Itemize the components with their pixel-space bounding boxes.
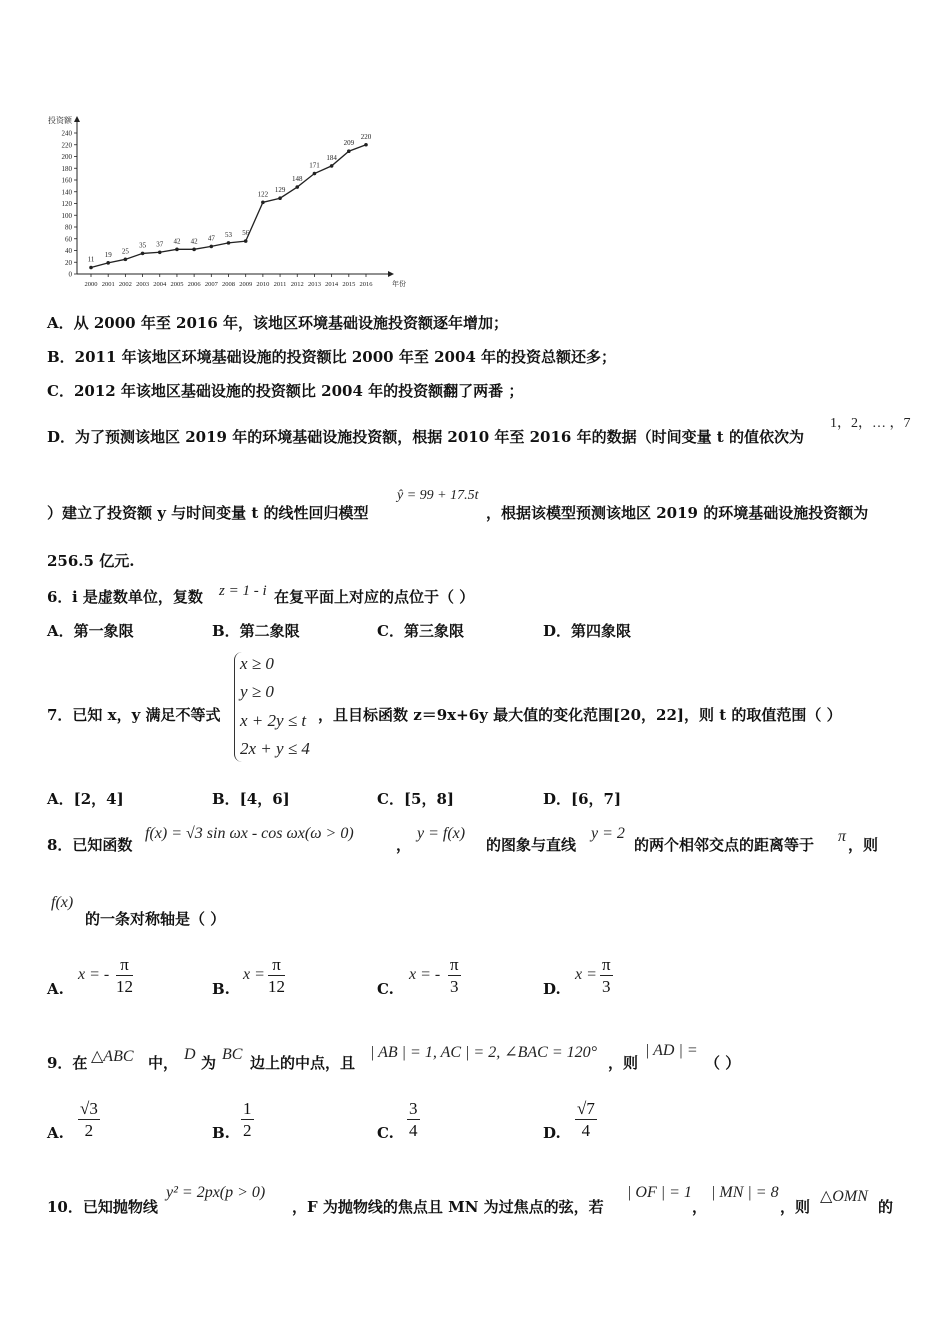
q8-function: f(x) = √3 sin ωx - cos ωx(ω > 0) [145,825,354,842]
q9-frac-c: $\frac{3}{4}$ [409,1099,418,1140]
data-label: 220 [360,132,372,141]
data-label: 19 [104,250,112,259]
data-point [347,149,351,153]
q7-ineq-2: y ≥ 0 [240,682,274,701]
data-point [106,261,110,265]
series-line [91,145,366,268]
data-point [330,164,334,168]
data-label: 171 [309,161,320,170]
data-label: 25 [121,247,129,256]
q5-option-b: B．2011 年该地区环境基础设施的投资额比 2000 年至 2004 年的投资总额还多； [47,348,617,366]
x-tick-label: 2002 [118,281,132,288]
y-tick-label: 180 [61,164,72,173]
x-tick-label: 2015 [342,281,356,288]
y-tick-label: 220 [61,141,72,150]
q8-pi: π [838,828,847,845]
y-tick-label: 20 [65,258,72,267]
q7-stem-end: ，且目标函数 z＝9x+6y 最大值的变化范围[20，22]，则 t 的取值范围（ ） [318,706,842,724]
q10-stem-3: ，则 [780,1198,811,1216]
y-tick-label: 0 [68,270,72,279]
q6-option-c: C．第三象限 [377,622,464,640]
q6-stem-end: 在复平面上对应的点位于（ ） [274,588,475,606]
q7-option-c: C．[5，8] [377,790,455,808]
q9-frac-a: $\frac{√3}{2}$ [80,1099,98,1140]
data-point [175,248,179,252]
q5-option-d-line4: 256.5 亿元. [47,552,135,570]
x-axis-label: 年份 [392,280,406,288]
data-point [141,252,145,256]
data-point [210,245,214,249]
data-label: 53 [225,230,232,239]
x-tick-label: 2014 [325,281,339,288]
q9-stem-4: 边上的中点，且 [250,1054,356,1072]
data-label: 129 [274,186,286,195]
data-point [261,201,265,205]
x-tick-label: 2000 [84,281,98,288]
q8-label-b: B. [212,980,230,998]
x-tick-label: 2009 [239,281,253,288]
y-axis-arrow [74,116,80,122]
data-label: 42 [190,237,198,246]
q8-line: y = 2 [591,825,625,842]
x-tick-label: 2011 [273,281,287,288]
data-label: 122 [257,190,269,199]
y-tick-label: 140 [61,188,72,197]
q9-frac-b: $\frac{1}{2}$ [243,1099,252,1140]
y-axis-label: 投资额 [48,116,72,125]
q9-label-c: C. [377,1124,394,1142]
data-point [295,185,299,189]
q8-stem-2: 的图象与直线 [486,836,577,854]
x-axis-arrow [388,271,394,277]
y-tick-label: 240 [61,129,72,138]
q8-label-c: C. [377,980,394,998]
q8-lhs-a: x = - [78,966,110,983]
q9-label-a: A. [47,1124,64,1142]
q10-stem: 10．已知抛物线 [47,1198,158,1216]
q8-stem-3: 的两个相邻交点的距离等于 [634,836,815,854]
q8-stem: 8．已知函数 [47,836,133,854]
x-tick-label: 2012 [290,281,304,288]
y-tick-label: 100 [61,211,72,220]
y-tick-label: 80 [65,223,72,232]
q8-stem-5: 的一条对称轴是（ ） [85,910,226,928]
q8-label-a: A. [47,980,64,998]
q6-stem: i 是虚数单位，复数 [72,588,203,606]
y-tick-label: 60 [65,235,72,244]
q8-comma: ， [396,836,412,854]
data-label: 209 [343,139,355,148]
q10-mn: | MN | = 8 [711,1184,779,1201]
q5-option-a: A．从 2000 年至 2016 年，该地区环境基础设施投资额逐年增加； [47,314,509,332]
q10-triangle: △OMN [820,1188,868,1205]
x-tick-label: 2013 [307,281,321,288]
q7-ineq-3: x + 2y ≤ t [240,711,307,730]
data-label: 11 [87,255,95,264]
q8-lhs-c: x = - [409,966,441,983]
x-tick-label: 2016 [359,281,373,288]
y-tick-label: 120 [61,200,72,208]
q9-stem-3: 为 [201,1054,217,1072]
x-tick-label: 2005 [170,281,184,288]
q7-ineq-4: 2x + y ≤ 4 [240,739,310,758]
q8-lhs-d: x = [575,966,597,983]
x-tick-label: 2010 [256,281,270,288]
data-point [313,172,317,176]
q9-label-d: D. [543,1124,561,1142]
q7-option-a: A．[2，4] [47,790,124,808]
q8-fx: f(x) [51,894,74,911]
q5-option-c: C．2012 年该地区基础设施的投资额比 2004 年的投资额翻了两番 ； [47,382,524,400]
data-point [278,196,282,200]
y-tick-label: 160 [61,176,72,185]
data-point [227,241,231,245]
q5-t-sequence: 1，2，… ，7 [830,416,911,431]
q10-stem-4: 的 [878,1198,894,1216]
q8-frac-c: $\frac{\pi}{3}$ [450,955,459,996]
q6-option-a: A．第一象限 [47,622,134,640]
q8-lhs-b: x = [243,966,265,983]
q9-frac-d: $\frac{√7}{4}$ [577,1099,595,1140]
q7-option-d: D．[6，7] [543,790,622,808]
q10-of: | OF | = 1 [627,1184,692,1201]
x-tick-label: 2006 [187,281,201,288]
q10-stem-2: ，F 为抛物线的焦点且 MN 为过焦点的弦，若 [292,1198,604,1216]
data-label: 148 [292,175,303,184]
q5-option-d-line1: D．为了预测该地区 2019 年的环境基础设施投资额，根据 2010 年至 2016 年的数据（时间变量 t 的值依次为 [47,428,804,446]
q8-label-d: D. [543,980,561,998]
data-label: 184 [326,153,337,162]
q7-stem: 7．已知 x，y 满足不等式 [47,706,221,724]
q5-regression-model: ŷ = 99 + 17.5t [397,488,479,503]
q8-frac-a: $\frac{\pi}{12}$ [116,955,133,996]
q10-parabola-eq: y² = 2px(p > 0) [166,1184,266,1201]
data-label: 47 [207,234,215,243]
q9-label-b: B. [212,1124,230,1142]
q9-condition: | AB | = 1, AC | = 2, ∠BAC = 120° [370,1044,598,1061]
y-tick-label: 200 [61,153,72,161]
q5-option-d-line2: ）建立了投资额 y 与时间变量 t 的线性回归模型 [47,504,369,522]
q6-option-d: D．第四象限 [543,622,632,640]
chart-marks [88,133,372,270]
data-label: 35 [139,241,147,250]
data-point [364,143,368,147]
investment-line-chart [40,108,406,294]
x-tick-label: 2008 [222,281,235,288]
q9-stem-5: ，则 [608,1054,639,1072]
q9-stem-2: 中， [148,1054,179,1072]
data-label: 37 [156,240,164,249]
q9-stem-6: （ ） [705,1054,741,1072]
x-tick-label: 2001 [101,281,115,288]
q5-option-d-line3: ，根据该模型预测该地区 2019 的环境基础设施投资额为 [486,504,869,522]
q9-segment-bc: BC [222,1046,243,1063]
data-point [192,248,196,252]
q9-triangle: △ABC [91,1048,134,1065]
q9-point-d: D [184,1046,196,1063]
x-tick-label: 2004 [153,281,167,288]
x-tick-label: 2003 [136,281,150,288]
q9-ad: | AD | = [645,1042,698,1059]
q8-frac-b: $\frac{\pi}{12}$ [268,955,285,996]
data-label: 42 [173,237,181,246]
q9-stem: 9．在 [47,1054,88,1072]
q7-option-b: B．[4，6] [212,790,290,808]
q6-option-b: B．第二象限 [212,622,300,640]
y-tick-label: 40 [65,247,72,255]
data-point [124,258,128,262]
data-label: 56 [242,229,250,238]
data-point [89,266,93,270]
x-tick-label: 2007 [204,281,218,288]
q8-stem-4: ，则 [848,836,879,854]
q8-frac-d: $\frac{\pi}{3}$ [602,955,611,996]
data-point [158,250,162,254]
q6-complex-expr: z = 1 - i [219,583,267,599]
q6-number: 6． [47,588,73,606]
data-point [244,239,248,243]
q8-function-y: y = f(x) [417,825,466,842]
q7-ineq-1: x ≥ 0 [240,654,274,673]
q10-comma: ， [692,1198,708,1216]
